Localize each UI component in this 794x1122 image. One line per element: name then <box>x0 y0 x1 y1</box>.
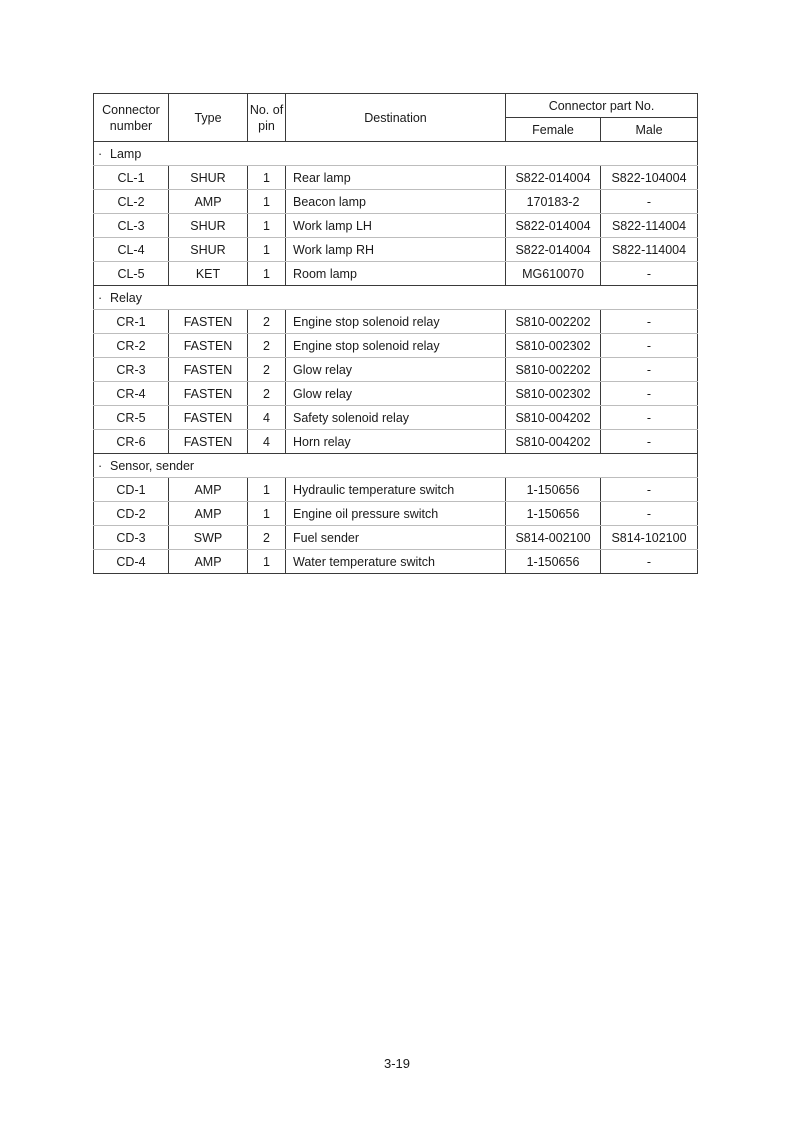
type-cell: AMP <box>169 502 248 526</box>
male-part-cell: S822-114004 <box>601 214 698 238</box>
male-part-cell: - <box>601 550 698 574</box>
female-part-cell: S810-004202 <box>506 430 601 454</box>
header-connector-part-no: Connector part No. <box>506 94 698 118</box>
female-part-cell: S810-002302 <box>506 334 601 358</box>
female-part-cell: S810-002202 <box>506 358 601 382</box>
group-relay <box>94 286 698 454</box>
connector-number-cell: CR-5 <box>94 406 169 430</box>
male-part-cell: - <box>601 406 698 430</box>
header-type: Type <box>169 94 248 142</box>
table-row <box>94 526 698 550</box>
bullet-icon: · <box>98 458 103 473</box>
female-part-cell: S814-002100 <box>506 526 601 550</box>
destination-cell: Glow relay <box>286 358 506 382</box>
table-row <box>94 358 698 382</box>
type-cell: SHUR <box>169 238 248 262</box>
destination-cell: Engine stop solenoid relay <box>286 310 506 334</box>
female-part-cell: 1-150656 <box>506 502 601 526</box>
male-part-cell: - <box>601 502 698 526</box>
type-cell: FASTEN <box>169 310 248 334</box>
destination-cell: Safety solenoid relay <box>286 406 506 430</box>
table-row <box>94 478 698 502</box>
connector-number-cell: CR-2 <box>94 334 169 358</box>
connector-number-cell: CL-2 <box>94 190 169 214</box>
pin-count-cell: 4 <box>248 430 286 454</box>
female-part-cell: S822-014004 <box>506 238 601 262</box>
type-cell: SHUR <box>169 214 248 238</box>
table-row <box>94 310 698 334</box>
group-title-cell <box>94 142 698 166</box>
table-row <box>94 238 698 262</box>
pin-count-cell: 2 <box>248 358 286 382</box>
male-part-cell: S822-104004 <box>601 166 698 190</box>
female-part-cell: MG610070 <box>506 262 601 286</box>
pin-count-cell: 2 <box>248 526 286 550</box>
table-row <box>94 334 698 358</box>
destination-cell: Water temperature switch <box>286 550 506 574</box>
table-row <box>94 262 698 286</box>
group-header-row <box>94 454 698 478</box>
destination-cell: Rear lamp <box>286 166 506 190</box>
destination-cell: Work lamp LH <box>286 214 506 238</box>
type-cell: SWP <box>169 526 248 550</box>
group-title: Relay <box>110 290 142 305</box>
connector-number-cell: CR-1 <box>94 310 169 334</box>
connector-number-cell: CD-3 <box>94 526 169 550</box>
connector-number-cell: CL-5 <box>94 262 169 286</box>
connector-number-cell: CL-1 <box>94 166 169 190</box>
header-connector-number: Connector number <box>94 94 169 142</box>
female-part-cell: S810-002302 <box>506 382 601 406</box>
connector-number-cell: CR-6 <box>94 430 169 454</box>
pin-count-cell: 1 <box>248 190 286 214</box>
pin-count-cell: 2 <box>248 310 286 334</box>
destination-cell: Glow relay <box>286 382 506 406</box>
table-row <box>94 214 698 238</box>
group-header-row <box>94 142 698 166</box>
table-row <box>94 502 698 526</box>
header-no-of-pin: No. of pin <box>248 94 286 142</box>
header-destination: Destination <box>286 94 506 142</box>
connector-number-cell: CR-4 <box>94 382 169 406</box>
male-part-cell: S822-114004 <box>601 238 698 262</box>
group-title-cell <box>94 454 698 478</box>
connector-number-cell: CD-1 <box>94 478 169 502</box>
type-cell: AMP <box>169 190 248 214</box>
connector-table <box>93 93 698 574</box>
type-cell: FASTEN <box>169 334 248 358</box>
pin-count-cell: 1 <box>248 502 286 526</box>
table-row <box>94 430 698 454</box>
pin-count-cell: 2 <box>248 382 286 406</box>
female-part-cell: S822-014004 <box>506 166 601 190</box>
male-part-cell: - <box>601 358 698 382</box>
connector-number-cell: CR-3 <box>94 358 169 382</box>
pin-count-cell: 1 <box>248 550 286 574</box>
male-part-cell: - <box>601 382 698 406</box>
group-title: Sensor, sender <box>110 458 195 473</box>
male-part-cell: - <box>601 262 698 286</box>
group-title: Lamp <box>110 146 142 161</box>
male-part-cell: S814-102100 <box>601 526 698 550</box>
table-row <box>94 382 698 406</box>
type-cell: FASTEN <box>169 430 248 454</box>
type-cell: AMP <box>169 550 248 574</box>
female-part-cell: S810-002202 <box>506 310 601 334</box>
table-row <box>94 190 698 214</box>
female-part-cell: S810-004202 <box>506 406 601 430</box>
pin-count-cell: 1 <box>248 214 286 238</box>
type-cell: AMP <box>169 478 248 502</box>
male-part-cell: - <box>601 334 698 358</box>
destination-cell: Horn relay <box>286 430 506 454</box>
destination-cell: Work lamp RH <box>286 238 506 262</box>
female-part-cell: 170183-2 <box>506 190 601 214</box>
type-cell: FASTEN <box>169 406 248 430</box>
destination-cell: Beacon lamp <box>286 190 506 214</box>
connector-number-cell: CD-2 <box>94 502 169 526</box>
pin-count-cell: 1 <box>248 166 286 190</box>
header-male: Male <box>601 118 698 142</box>
group-lamp <box>94 142 698 286</box>
destination-cell: Room lamp <box>286 262 506 286</box>
destination-cell: Engine oil pressure switch <box>286 502 506 526</box>
pin-count-cell: 1 <box>248 478 286 502</box>
male-part-cell: - <box>601 310 698 334</box>
group-header-row <box>94 286 698 310</box>
male-part-cell: - <box>601 430 698 454</box>
type-cell: FASTEN <box>169 382 248 406</box>
female-part-cell: 1-150656 <box>506 478 601 502</box>
table-row <box>94 550 698 574</box>
type-cell: FASTEN <box>169 358 248 382</box>
type-cell: KET <box>169 262 248 286</box>
male-part-cell: - <box>601 190 698 214</box>
destination-cell: Engine stop solenoid relay <box>286 334 506 358</box>
table-header <box>94 94 698 142</box>
table-row <box>94 166 698 190</box>
bullet-icon: · <box>98 290 103 305</box>
female-part-cell: 1-150656 <box>506 550 601 574</box>
connector-number-cell: CL-4 <box>94 238 169 262</box>
connector-number-cell: CL-3 <box>94 214 169 238</box>
bullet-icon: · <box>98 146 103 161</box>
group-sensor-sender <box>94 454 698 574</box>
destination-cell: Hydraulic temperature switch <box>286 478 506 502</box>
header-female: Female <box>506 118 601 142</box>
male-part-cell: - <box>601 478 698 502</box>
pin-count-cell: 1 <box>248 238 286 262</box>
female-part-cell: S822-014004 <box>506 214 601 238</box>
page-number: 3-19 <box>383 1056 411 1071</box>
pin-count-cell: 4 <box>248 406 286 430</box>
table-row <box>94 406 698 430</box>
destination-cell: Fuel sender <box>286 526 506 550</box>
connector-number-cell: CD-4 <box>94 550 169 574</box>
type-cell: SHUR <box>169 166 248 190</box>
group-title-cell <box>94 286 698 310</box>
pin-count-cell: 1 <box>248 262 286 286</box>
pin-count-cell: 2 <box>248 334 286 358</box>
